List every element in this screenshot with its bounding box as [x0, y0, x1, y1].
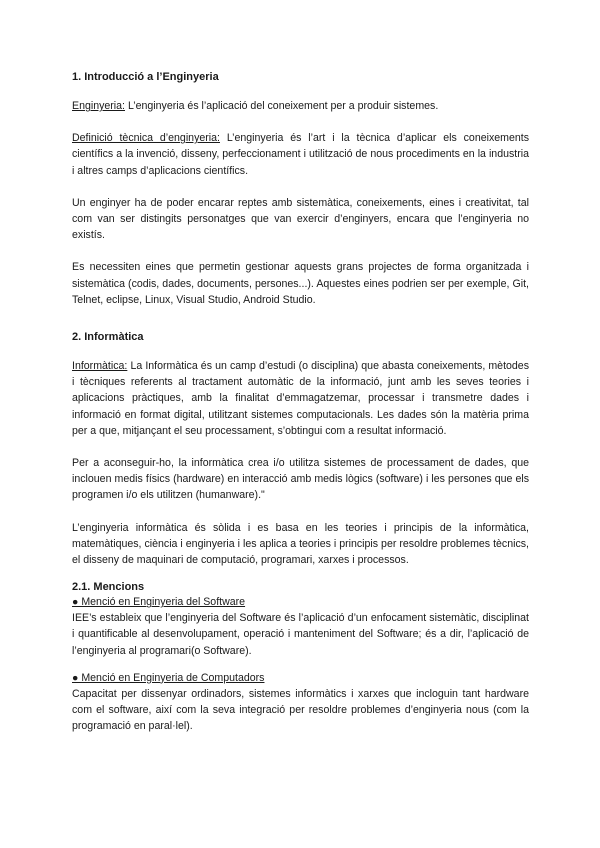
tools-paragraph: Es necessiten eines que permetin gestionar aquests grans projectes de forma organitzada i sistemàtica (codis, dades, documents, persones...). Aquestes eines podrien ser per exemple, Git, Telnet, eclipse, Linux, Visual Studio, Android Studio. — [72, 261, 529, 306]
enginyeria-paragraph — [72, 98, 529, 114]
enginyeria-definition: L’enginyeria és l’aplicació del coneixement per a produir sistemes. — [125, 100, 439, 112]
enginyeria-term: Enginyeria: — [72, 100, 125, 112]
mencions-heading: 2.1. Mencions — [72, 581, 145, 594]
informatica-paragraph — [72, 358, 529, 439]
mencio-software-text: IEE’s estableix que l’enginyeria del Software és l’aplicació d’un enfocament sistemàtic, disciplinat i quantificable al desenvolupament, operació i manteniment del Software; és a dir, l’aplicació de l’enginyeria al programari(o Software). — [72, 612, 529, 657]
technical-definition-term: Definició tècnica d’enginyeria: — [72, 132, 220, 145]
computer-engineering-paragraph: L’enginyeria informàtica és sòlida i es basa en les teories i principis de la informàtica, matemàtiques, ciència i enginyeria i les aplica a teories i principis per resoldre problemes tècnics, el disseny de maquinari de computació, programari, xarxes i processos. — [72, 521, 529, 567]
processing-paragraph: Per a aconseguir-ho, la informàtica crea i/o utilitza sistemes de processament de dades, que inclouen medis físics (hardware) en interacció amb medis lògics (software) i les persones que els programen i/o els utilitzen (humanware)." — [72, 457, 529, 502]
informatica-term: Informàtica: — [72, 360, 128, 373]
section-1-heading: 1. Introducció a l’Enginyeria — [72, 71, 219, 83]
engineer-paragraph: Un enginyer ha de poder encarar reptes amb sistemàtica, coneixements, eines i creativitat, tal com van ser distingits personatges que van exercir d’enginyers, encara que l’enginyeria no existís. — [72, 196, 529, 242]
mencio-computadors-text: Capacitat per dissenyar ordinadors, sistemes informàtics i xarxes que incloguin tant hardware com el software, així com la seva integració per resoldre problemes d’enginyeria nous (com la programació en paral·lel). — [72, 687, 529, 733]
section-2-heading: 2. Informàtica — [72, 331, 144, 344]
technical-definition-text: L’enginyeria és l’art i la tècnica d’aplicar els coneixements científics a la invenció, disseny, perfeccionament i utilització de nous procediments en la industria i altres camps d’aplicacions científics. — [72, 132, 529, 177]
mencio-software-heading: ● Menció en Enginyeria del Software — [72, 596, 246, 609]
informatica-definition: La Informàtica és un camp d’estudi (o disciplina) que abasta coneixements, mètodes i tècniques referents al tractament automàtic de la informació, junt amb les seves teories i aplicacions pràctiques, amb la finalitat d’emmagatzemar, processar i transmetre dades i informació en format digital, utilitzant sistemes computacionals. Les dades són la matèria prima per a que, mitjançant el seu processament, s’obtingui com a resultat informació. — [72, 360, 529, 437]
technical-definition-paragraph — [72, 130, 529, 179]
mencio-computadors-heading: ● Menció en Enginyeria de Computadors — [72, 671, 265, 684]
